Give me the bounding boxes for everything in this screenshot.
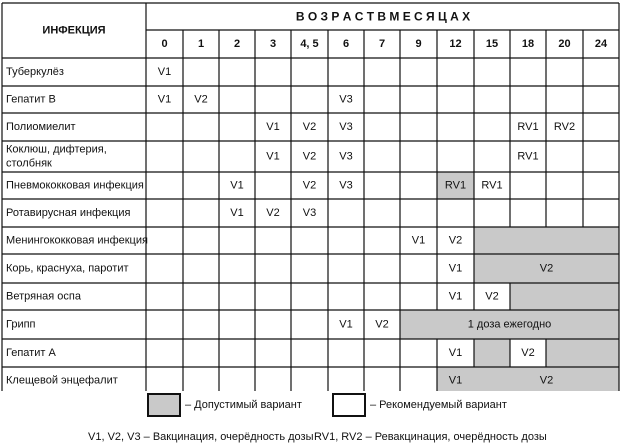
dose-cell: V2 — [302, 120, 317, 133]
dose-cell: V3 — [339, 179, 353, 192]
dose-cell: V1 — [230, 179, 244, 192]
dose-cell: RV1 — [444, 179, 467, 192]
dose-cell: V2 — [485, 290, 499, 303]
dose-cell: RV1 — [517, 120, 539, 133]
month-header-6: 6 — [342, 37, 350, 50]
month-header-2: 2 — [233, 37, 241, 50]
row-name: столбняк — [6, 157, 52, 170]
dose-cell: V1 — [157, 65, 172, 78]
legend-recommended-swatch — [332, 393, 366, 417]
row-name: Гепатит В — [6, 93, 56, 106]
month-header-1: 1 — [197, 37, 205, 50]
dose-cell: V1 — [411, 234, 426, 247]
row-name: Грипп — [6, 318, 36, 331]
footnote-revaccination: RV1, RV2 – Ревакцинация, очерёдность дозы — [314, 431, 547, 443]
row-name: Клещевой энцефалит — [6, 374, 118, 387]
row-name: Ветряная оспа — [6, 290, 81, 303]
month-header-9: 9 — [415, 37, 422, 50]
legend-allowed-label: – Допустимый вариант — [185, 399, 302, 411]
span-label: V2 — [539, 262, 554, 275]
dose-cell: V2 — [194, 93, 208, 106]
month-header-12: 12 — [449, 37, 462, 50]
span-label: 1 доза ежегодно — [467, 318, 552, 331]
month-header-20: 20 — [558, 37, 571, 50]
month-header-24: 24 — [594, 37, 608, 50]
dose-cell: RV1 — [517, 150, 539, 163]
dose-cell: V2 — [521, 346, 535, 359]
month-header-7: 7 — [378, 37, 386, 50]
legend-recommended-label: – Рекомендуемый вариант — [370, 399, 507, 411]
dose-cell: V2 — [302, 179, 317, 192]
shaded-cell — [474, 227, 619, 254]
dose-cell: V1 — [448, 346, 463, 359]
dose-cell: V1 — [339, 318, 353, 331]
row-name: Ротавирусная инфекция — [6, 206, 131, 219]
month-header-0: 0 — [161, 37, 168, 50]
legend — [0, 391, 622, 421]
dose-cell: V3 — [339, 120, 353, 133]
row-name: Коклюш, дифтерия, — [6, 143, 107, 156]
dose-cell: RV2 — [553, 120, 576, 133]
shaded-cell — [510, 283, 619, 310]
row-name: Корь, краснуха, паротит — [6, 262, 129, 275]
row-name: Полиомиелит — [6, 120, 76, 133]
month-header-18: 18 — [521, 37, 535, 50]
header-infection: ИНФЕКЦИЯ — [42, 24, 106, 37]
dose-cell: V2 — [448, 234, 463, 247]
dose-cell: V1 — [266, 150, 280, 163]
shaded-cell — [546, 339, 619, 367]
row-name: Менингококковая инфекция — [6, 234, 148, 247]
span-label: V2 — [539, 374, 554, 387]
dose-cell: V2 — [375, 318, 389, 331]
header-age: В О З Р А С Т В М Е С Я Ц А Х — [295, 9, 471, 24]
footnote-vaccination: V1, V2, V3 – Вакцинация, очерёдность дозы — [88, 431, 314, 443]
dose-cell: RV1 — [481, 179, 503, 192]
dose-cell: V1 — [230, 206, 244, 219]
dose-cell: V3 — [339, 150, 353, 163]
dose-cell: V2 — [266, 206, 280, 219]
dose-cell: V2 — [302, 150, 317, 163]
row-name: Гепатит А — [6, 346, 56, 359]
dose-cell: V3 — [302, 206, 317, 219]
dose-cell: V3 — [339, 93, 353, 106]
dose-cell: V1 — [448, 262, 463, 275]
dose-cell: V1 — [266, 120, 280, 133]
dose-cell: V1 — [448, 290, 463, 303]
dose-cell: V1 — [157, 93, 172, 106]
row-name: Пневмококковая инфекция — [6, 179, 144, 192]
shaded-cell — [474, 339, 510, 367]
month-header-15: 15 — [485, 37, 499, 50]
dose-cell: V1 — [448, 374, 463, 387]
month-header-4-5: 4, 5 — [300, 37, 319, 50]
legend-allowed-swatch — [147, 393, 181, 417]
month-header-3: 3 — [269, 37, 277, 50]
row-name: Туберкулёз — [6, 65, 64, 78]
shaded-cell — [437, 367, 619, 391]
